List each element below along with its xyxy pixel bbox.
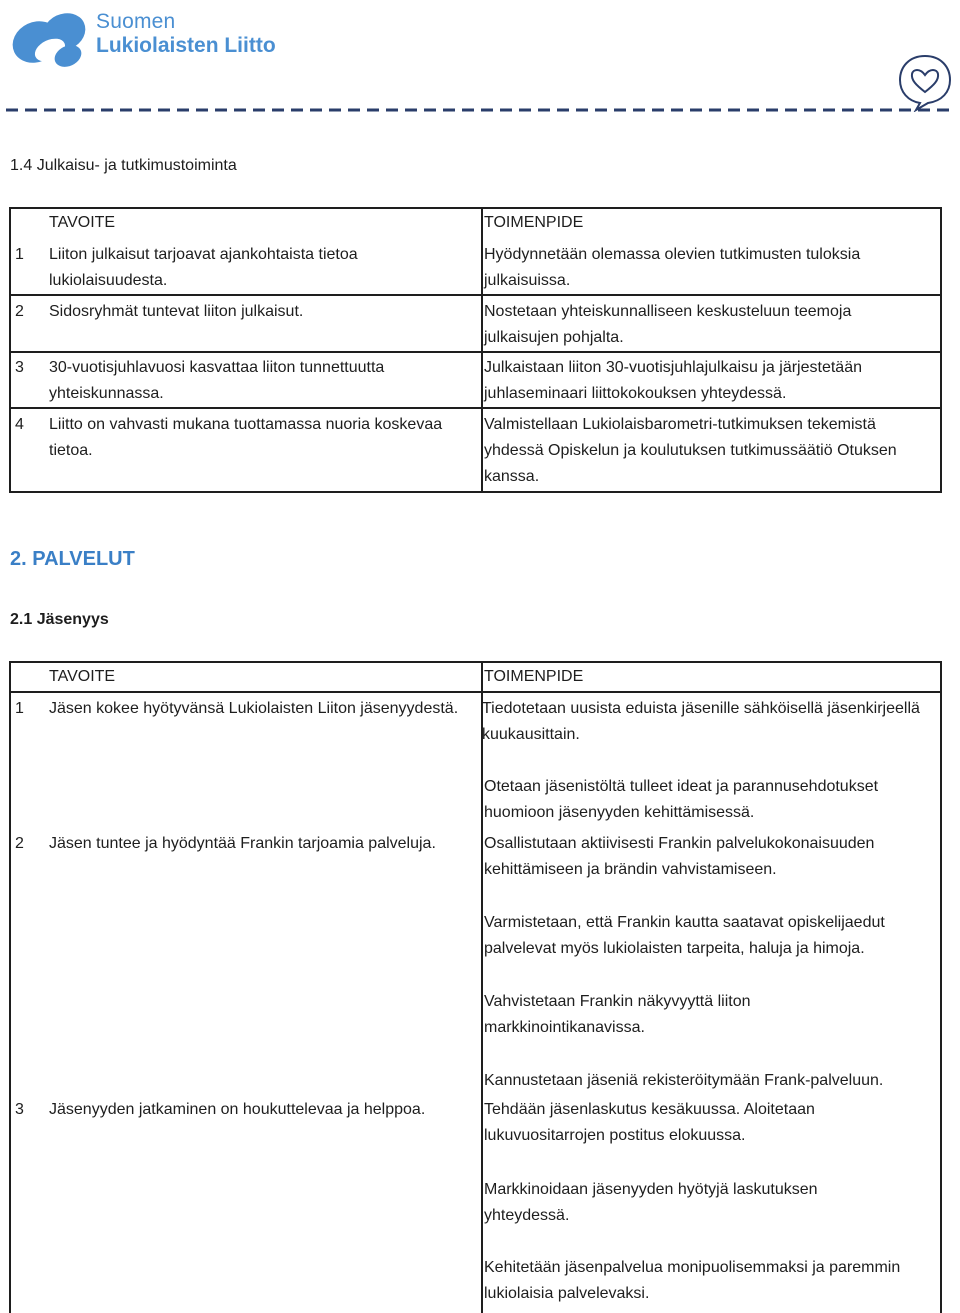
row-number: 1 xyxy=(15,246,24,263)
row-action: Valmistellaan Lukiolaisbarometri-tutkimuksen tekemistä yhdessä Opiskelun ja koulutuksen tutkimussäätiö Otuksen kanssa. xyxy=(484,416,897,485)
column-header-action: TOIMENPIDE xyxy=(484,668,584,685)
row-action: Osallistutaan aktiivisesti Frankin palvelukokonaisuuden kehittämiseen ja brändin vahvistamiseen. xyxy=(484,835,875,878)
table-membership xyxy=(9,661,942,1313)
row-action: Nostetaan yhteiskunnalliseen keskusteluun teemoja julkaisujen pohjalta. xyxy=(484,303,852,346)
row-goal: Jäsen kokee hyötyvänsä Lukiolaisten Liiton jäsenyydestä. xyxy=(49,700,459,717)
row-number: 2 xyxy=(15,303,24,320)
logo-line-1: Suomen xyxy=(96,10,176,33)
column-header-goal: TAVOITE xyxy=(49,668,116,685)
row-action: Varmistetaan, että Frankin kautta saatavat opiskelijaedut palvelevat myös lukiolaisten tarpeita, haluja ja himoja. xyxy=(484,914,885,957)
section-heading-1-4: 1.4 Julkaisu- ja tutkimustoiminta xyxy=(10,157,237,174)
column-header-action: TOIMENPIDE xyxy=(484,214,584,231)
row-goal: Liiton julkaisut tarjoavat ajankohtaista tietoa lukiolaisuudesta. xyxy=(49,246,358,289)
row-goal: Liitto on vahvasti mukana tuottamassa nuoria koskevaa tietoa. xyxy=(49,416,443,459)
row-action: Otetaan jäsenistöltä tulleet ideat ja parannusehdotukset huomioon jäsenyyden kehittämisessä. xyxy=(484,778,879,821)
logo-line-2: Lukiolaisten Liitto xyxy=(96,34,276,57)
header-divider xyxy=(6,100,956,116)
row-number: 1 xyxy=(15,700,24,717)
page-header xyxy=(0,0,960,125)
section-heading-2: 2. PALVELUT xyxy=(10,548,135,570)
row-number: 2 xyxy=(15,835,24,852)
column-header-goal: TAVOITE xyxy=(49,214,116,231)
row-goal: 30-vuotisjuhlavuosi kasvattaa liiton tunnettuutta yhteiskunnassa. xyxy=(49,359,385,402)
row-number: 3 xyxy=(15,1101,24,1118)
row-action: Tehdään jäsenlaskutus kesäkuussa. Aloitetaan lukuvuositarrojen postitus elokuussa. xyxy=(484,1101,815,1144)
row-goal: Jäsenyyden jatkaminen on houkuttelevaa ja helppoa. xyxy=(49,1101,426,1118)
row-action: Tiedotetaan uusista eduista jäsenille sähköisellä jäsenkirjeellä kuukausittain. xyxy=(482,700,920,743)
row-number: 4 xyxy=(15,416,24,433)
row-action: Julkaistaan liiton 30-vuotisjuhlajulkaisu ja järjestetään juhlaseminaari liittokokouksen yhteydessä. xyxy=(484,359,862,402)
row-goal: Jäsen tuntee ja hyödyntää Frankin tarjoamia palveluja. xyxy=(49,835,436,852)
section-heading-2-1: 2.1 Jäsenyys xyxy=(10,611,109,628)
table-publications xyxy=(9,207,942,493)
row-number: 3 xyxy=(15,359,24,376)
row-action: Hyödynnetään olemassa olevien tutkimusten tuloksia julkaisuissa. xyxy=(484,246,861,289)
row-goal: Sidosryhmät tuntevat liiton julkaisut. xyxy=(49,303,304,320)
logo-icon xyxy=(6,4,94,74)
row-action: Markkinoidaan jäsenyyden hyötyjä laskutuksen yhteydessä. xyxy=(484,1181,818,1224)
row-action: Kehitetään jäsenpalvelua monipuolisemmaksi ja paremmin lukiolaisia palvelevaksi. xyxy=(484,1259,901,1302)
row-action: Kannustetaan jäseniä rekisteröitymään Frank-palveluun. xyxy=(484,1072,884,1089)
row-action: Vahvistetaan Frankin näkyvyyttä liiton markkinointikanavissa. xyxy=(484,993,751,1036)
